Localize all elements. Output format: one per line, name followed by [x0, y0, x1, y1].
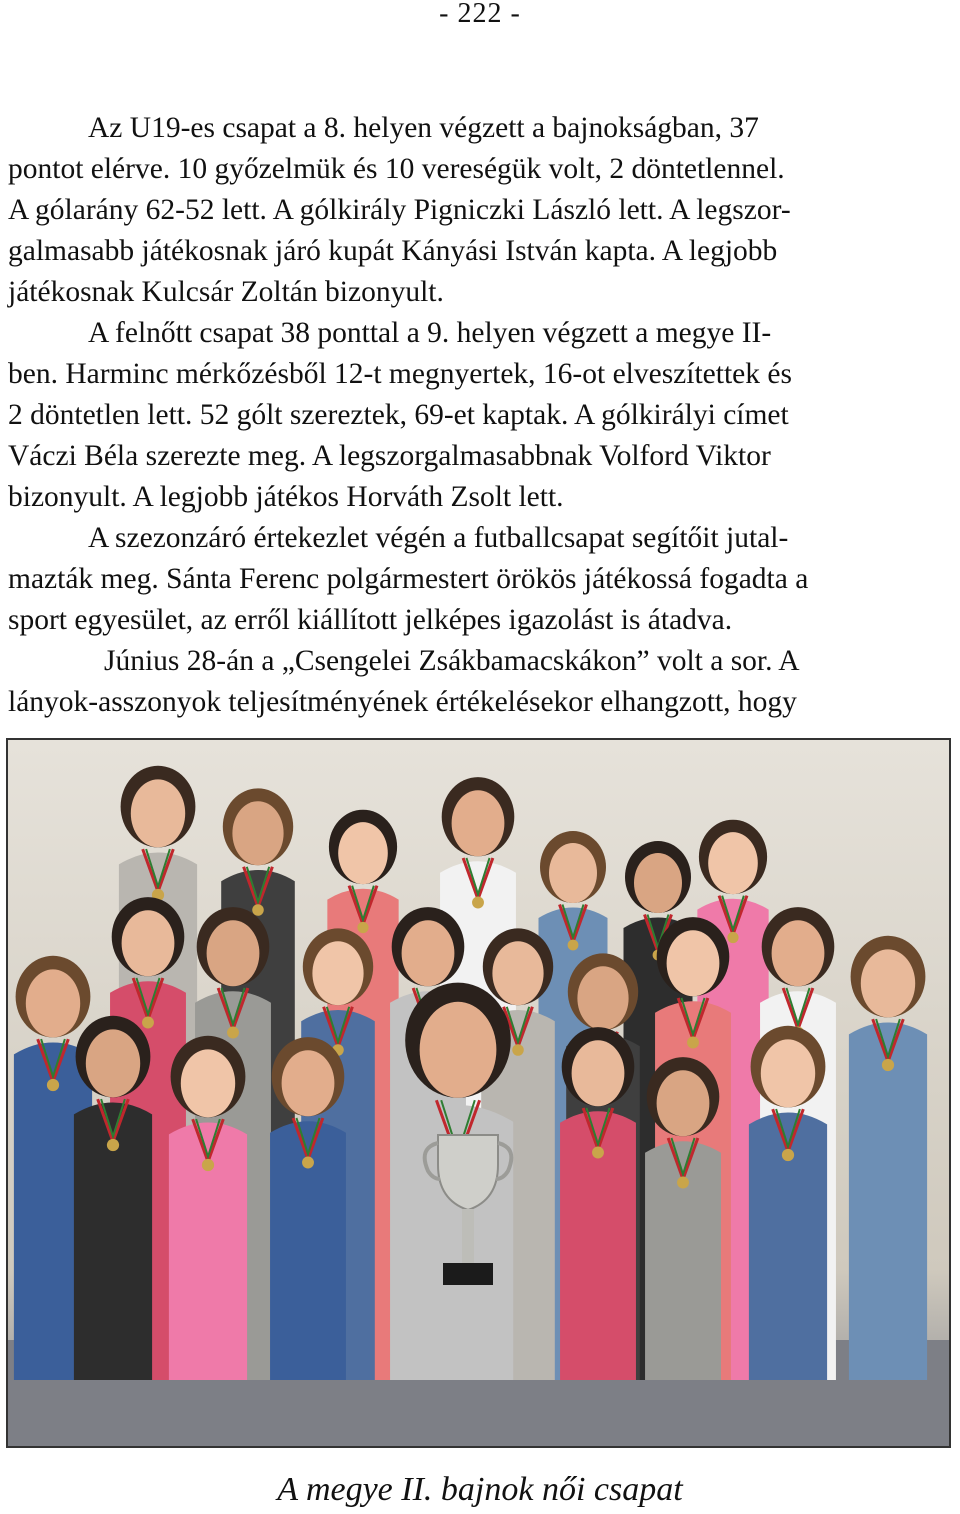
- photo-caption: A megye II. bajnok női csapat: [277, 1471, 683, 1508]
- text-line: pontot elérve. 10 győzelmük és 10 vereségük volt, 2 döntetlennel.: [8, 153, 785, 185]
- text-line: bizonyult. A legjobb játékos Horváth Zsolt lett.: [8, 481, 564, 513]
- person: [645, 1057, 721, 1380]
- article-body: [8, 108, 948, 723]
- team-photo-illustration: [8, 740, 949, 1446]
- text-line: ben. Harminc mérkőzésből 12-t megnyertek, 16-ot elveszítettek és: [8, 358, 792, 390]
- person: [849, 936, 927, 1380]
- text-line: Június 28-án a „Csengelei Zsákbamacskákon” volt a sor. A: [104, 645, 800, 677]
- text-line: lányok-asszonyok teljesítményének értékelésekor elhangzott, hogy: [8, 686, 797, 718]
- text-line: sport egyesület, az erről kiállított jelképes igazolást is átadva.: [8, 604, 733, 636]
- text-line: A szezonzáró értekezlet végén a futballcsapat segítőit jutal-: [88, 522, 789, 554]
- text-line: Váczi Béla szerezte meg. A legszorgalmasabbnak Volford Viktor: [8, 440, 771, 472]
- text-line: galmasabb játékosnak járó kupát Kányási István kapta. A legjobb: [8, 235, 778, 267]
- text-line: Az U19-es csapat a 8. helyen végzett a bajnokságban, 37: [88, 112, 759, 144]
- text-line: mazták meg. Sánta Ferenc polgármestert örökös játékossá fogadta a: [8, 563, 809, 595]
- text-line: 2 döntetlen lett. 52 gólt szereztek, 69-et kaptak. A gólkirályi címet: [8, 399, 789, 431]
- person: [270, 1037, 346, 1380]
- person: [169, 1036, 247, 1380]
- page-number: - 222 -: [439, 0, 521, 29]
- person: [749, 1026, 827, 1380]
- person: [560, 1027, 636, 1380]
- person: [74, 1016, 152, 1380]
- text-line: játékosnak Kulcsár Zoltán bizonyult.: [8, 276, 444, 308]
- text-line: A gólarány 62-52 lett. A gólkirály Pigniczki László lett. A legszor-: [8, 194, 791, 226]
- team-photo: [6, 738, 951, 1448]
- text-line: A felnőtt csapat 38 ponttal a 9. helyen végzett a megye II-: [88, 317, 772, 349]
